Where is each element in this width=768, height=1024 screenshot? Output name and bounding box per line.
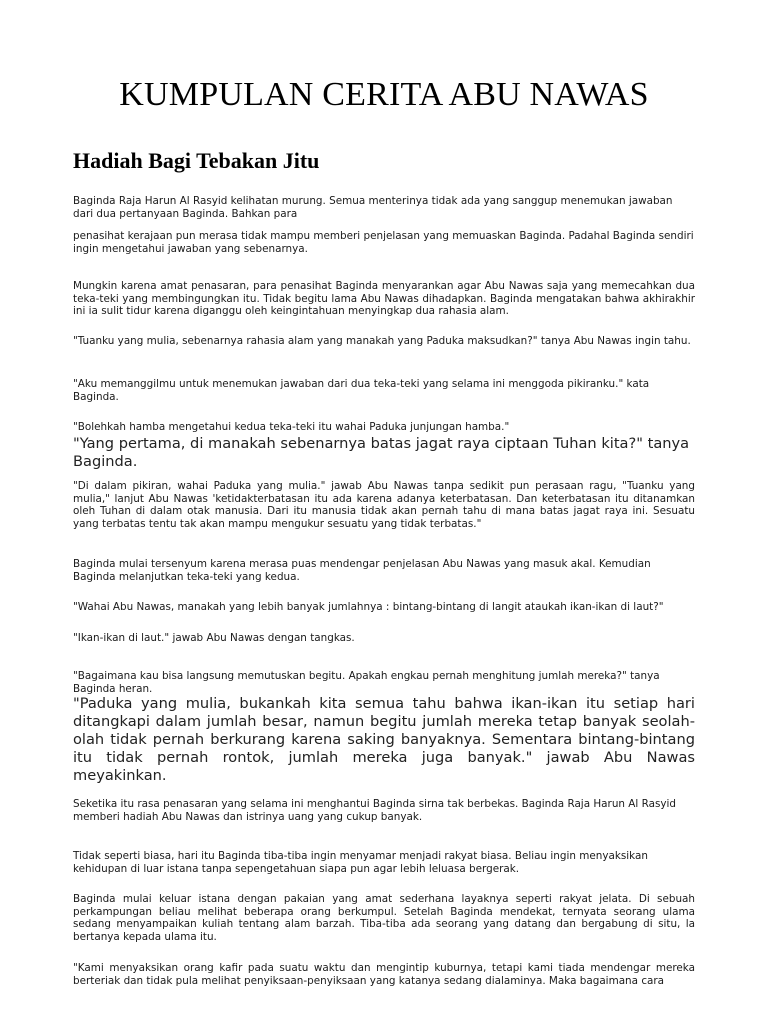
- story-subtitle: Hadiah Bagi Tebakan Jitu: [73, 148, 320, 173]
- paragraph: "Aku memanggilmu untuk menemukan jawaban dari dua teka-teki yang selama ini menggoda pikiranku." kata Baginda.: [73, 378, 650, 403]
- paragraph: Seketika itu rasa penasaran yang selama ini menghantui Baginda sirna tak berbekas. Baginda Raja Harun Al Rasyid memberi hadiah Abu Nawas dan istrinya uang yang cukup banyak.: [73, 798, 676, 823]
- paragraph: "Wahai Abu Nawas, manakah yang lebih banyak jumlahnya : bintang-bintang di langit ataukah ikan-ikan di laut?": [73, 601, 664, 613]
- paragraph: "Ikan-ikan di laut." jawab Abu Nawas dengan tangkas.: [73, 632, 355, 644]
- paragraph: "Tuanku yang mulia, sebenarnya rahasia alam yang manakah yang Paduka maksudkan?" tanya Abu Nawas ingin tahu.: [73, 335, 691, 347]
- paragraph: "Bagaimana kau bisa langsung memutuskan begitu. Apakah engkau pernah menghitung jumlah mereka?" tanya Baginda heran.: [73, 670, 660, 695]
- paragraph: Mungkin karena amat penasaran, para penasihat Baginda menyarankan agar Abu Nawas saja yang memecahkan dua teka-teki yang membingungkan itu. Tidak begitu lama Abu Nawas dihadapkan. Baginda mengatakan bahwa akhirakhir ini ia sulit tidur karena diganggu oleh keingintahuan menyingkap dua rahasia alam.: [73, 280, 695, 318]
- paragraph: penasihat kerajaan pun merasa tidak mampu memberi penjelasan yang memuaskan Baginda. Padahal Baginda sendiri ingin mengetahui jawaban yang sebenarnya.: [73, 230, 694, 255]
- paragraph-large: "Paduka yang mulia, bukankah kita semua tahu bahwa ikan-ikan itu setiap hari ditangkapi dalam jumlah besar, namun begitu jumlah mereka tetap banyak seolah-olah tidak pernah berkurang karena saking banyaknya. Sementara bintang-bintang itu tidak pernah rontok, jumlah mereka juga banyak." jawab Abu Nawas meyakinkan.: [73, 695, 695, 784]
- document-title: KUMPULAN CERITA ABU NAWAS: [119, 76, 649, 113]
- paragraph: Baginda mulai tersenyum karena merasa puas mendengar penjelasan Abu Nawas yang masuk akal. Kemudian Baginda melanjutkan teka-teki yang kedua.: [73, 558, 651, 583]
- paragraph: "Kami menyaksikan orang kafir pada suatu waktu dan mengintip kuburnya, tetapi kami tiada mendengar mereka berteriak dan tidak pula melihat penyiksaan-penyiksaan yang katanya sedang dialaminya. Maka bagaimana cara: [73, 962, 695, 987]
- paragraph-large: "Yang pertama, di manakah sebenarnya batas jagat raya ciptaan Tuhan kita?" tanya Baginda.: [73, 435, 690, 470]
- paragraph: Baginda Raja Harun Al Rasyid kelihatan murung. Semua menterinya tidak ada yang sanggup menemukan jawaban dari dua pertanyaan Baginda. Bahkan para: [73, 195, 673, 220]
- paragraph: "Di dalam pikiran, wahai Paduka yang mulia." jawab Abu Nawas tanpa sedikit pun perasaan ragu, "Tuanku yang mulia," lanjut Abu Nawas 'ketidakterbatasan itu ada karena adanya keterbatasan. Dan keterbatasan itu ditanamkan oleh Tuhan di dalam otak manusia. Dari itu manusia tidak akan pernah tahu di mana batas jagat raya ini. Sesuatu yang terbatas tentu tak akan mampu mengukur sesuatu yang tidak terbatas.": [73, 480, 695, 530]
- paragraph: Baginda mulai keluar istana dengan pakaian yang amat sederhana layaknya seperti rakyat jelata. Di sebuah perkampungan beliau melihat beberapa orang berkumpul. Setelah Baginda mendekat, ternyata seorang ulama sedang menyampaikan kuliah tentang alam barzah. Tiba-tiba ada seorang yang datang dan bergabung di situ, la bertanya kepada ulama itu.: [73, 893, 695, 943]
- paragraph: "Bolehkah hamba mengetahui kedua teka-teki itu wahai Paduka junjungan hamba.": [73, 421, 510, 433]
- paragraph: Tidak seperti biasa, hari itu Baginda tiba-tiba ingin menyamar menjadi rakyat biasa. Beliau ingin menyaksikan kehidupan di luar istana tanpa sepengetahuan siapa pun agar lebih leluasa bergerak.: [73, 850, 648, 875]
